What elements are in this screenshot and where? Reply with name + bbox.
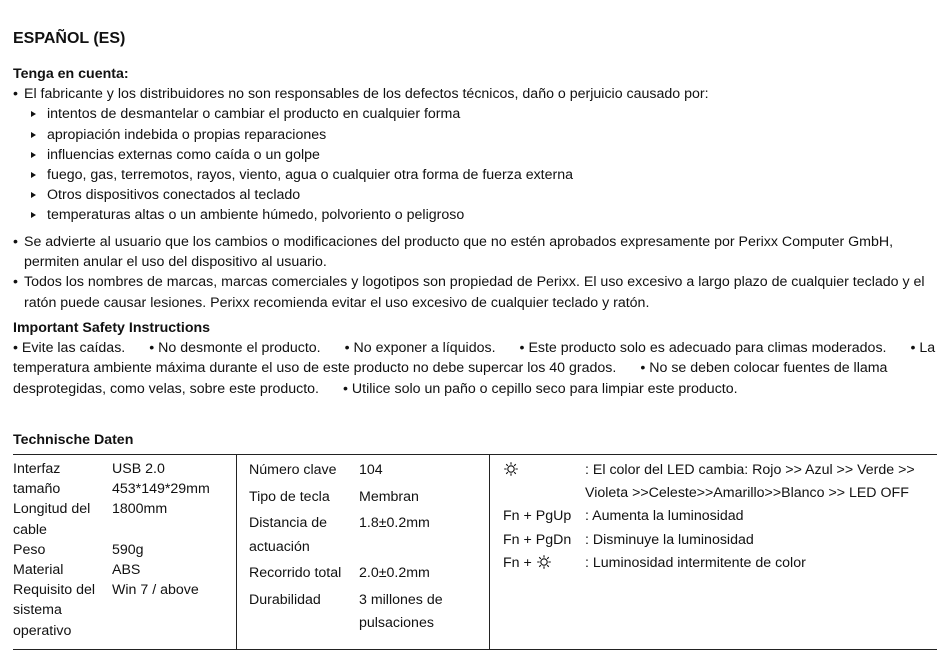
tech-heading: Technische Daten xyxy=(13,432,134,448)
spec-key: Tipo de tecla xyxy=(249,488,330,505)
notice-item: influencias externas como caída o un golpe xyxy=(13,145,937,165)
spec-value: USB 2.0 xyxy=(112,461,165,477)
spec-key: Número clave xyxy=(249,462,337,478)
spec-row xyxy=(249,459,489,483)
spec-key: Durabilidad xyxy=(249,591,321,608)
spec-key: tamaño xyxy=(13,481,61,498)
section-title: ESPAÑOL (ES) xyxy=(13,30,126,47)
spec-value: 2.0±0.2mm xyxy=(359,565,430,581)
spec-value: 3 millones de pulsaciones xyxy=(359,591,443,631)
spec-row xyxy=(13,580,236,641)
spec-key: Requisito del sistema operativo xyxy=(13,582,96,639)
spec-row xyxy=(13,479,236,499)
shortcut-desc: : Disminuye la luminosidad xyxy=(585,531,754,548)
safety-item: • No se deben colocar fuentes de llama desprotegidas, como velas, sobre este producto. xyxy=(13,360,888,397)
shortcut-row xyxy=(503,459,937,505)
shortcut-desc: : Aumenta la luminosidad xyxy=(585,508,744,525)
spec-key: Material xyxy=(13,562,64,579)
spec-key: Distancia de actuación xyxy=(249,515,328,555)
notice-section xyxy=(13,64,937,226)
safety-heading: Important Safety Instructions xyxy=(13,320,211,336)
spec-value: 1800mm xyxy=(112,501,168,518)
spec-row xyxy=(13,560,236,580)
advisory-item: • Todos los nombres de marcas, marcas comerciales y logotipos son propiedad de Perixx. El uso excesivo a largo plazo de cualquier teclado y el ratón puede causar lesiones. Perixx recomienda evitar el uso excesivo de cualquier teclado y ratón. xyxy=(13,272,937,312)
spec-key: Recorrido total xyxy=(249,565,342,581)
spec-column-keys xyxy=(237,455,490,650)
shortcut-row xyxy=(503,505,937,528)
spec-table xyxy=(13,454,937,650)
shortcut-row xyxy=(503,529,937,552)
safety-section xyxy=(13,318,937,399)
spec-key: Peso xyxy=(13,541,46,558)
led-gear-icon xyxy=(536,554,552,570)
spec-row xyxy=(13,459,236,479)
safety-item: • No desmonte el producto. xyxy=(149,340,321,357)
spec-value: 453*149*29mm xyxy=(112,481,210,498)
spec-value: 104 xyxy=(359,462,383,478)
spec-value: Win 7 / above xyxy=(112,582,199,599)
notice-item: fuego, gas, terremotos, rayos, viento, agua o cualquier otra forma de fuerza externa xyxy=(13,165,937,185)
safety-items xyxy=(13,338,937,399)
shortcut-desc: : El color del LED cambia: Rojo >> Azul >> Verde >> Violeta >>Celeste>>Amarillo>>Blanco >> LED OFF xyxy=(585,462,915,502)
notice-item: apropiación indebida o propias reparaciones xyxy=(13,125,937,145)
spec-column-general xyxy=(13,455,237,650)
notice-item: temperaturas altas o un ambiente húmedo, polvoriento o peligroso xyxy=(13,205,937,225)
shortcut-key: Fn + PgDn xyxy=(503,531,572,548)
led-gear-icon xyxy=(503,461,519,477)
spec-row xyxy=(249,589,489,636)
spec-key: Interfaz xyxy=(13,461,61,477)
spec-row xyxy=(249,486,489,510)
spec-value: Membran xyxy=(359,488,419,505)
notice-intro: • El fabricante y los distribuidores no son responsables de los defectos técnicos, daño o perjuicio causado por: xyxy=(13,84,937,104)
spec-row xyxy=(13,540,236,560)
spec-row xyxy=(13,499,236,539)
safety-item: • Utilice solo un paño o cepillo seco para limpiar este producto. xyxy=(343,380,738,397)
notice-item: intentos de desmantelar o cambiar el producto en cualquier forma xyxy=(13,104,937,124)
spec-value: 590g xyxy=(112,541,144,558)
notice-heading: Tenga en cuenta: xyxy=(13,66,129,82)
safety-item: • No exponer a líquidos. xyxy=(344,340,496,357)
shortcut-row xyxy=(503,552,937,575)
spec-row xyxy=(249,562,489,586)
safety-item: • La temperatura ambiente máxima durante el uso de este producto no debe supercar los 40 grados. xyxy=(13,340,936,377)
advisory-item: • Se advierte al usuario que los cambios o modificaciones del producto que no estén aprobados expresamente por Perixx Computer GmbH, permiten anular el uso del dispositivo al usuario. xyxy=(13,232,937,272)
shortcut-desc: : Luminosidad intermitente de color xyxy=(585,554,806,571)
spec-key: Longitud del cable xyxy=(13,501,91,538)
spec-row xyxy=(249,512,489,559)
safety-item: • Evite las caídas. xyxy=(13,340,126,357)
safety-item: • Este producto solo es adecuado para climas moderados. xyxy=(519,340,887,357)
shortcut-key: Fn + PgUp xyxy=(503,508,572,525)
spec-value: ABS xyxy=(112,562,141,579)
spec-column-shortcuts xyxy=(490,455,938,650)
shortcut-key xyxy=(503,459,585,505)
notice-item: Otros dispositivos conectados al teclado xyxy=(13,185,937,205)
spec-value: 1.8±0.2mm xyxy=(359,515,430,531)
advisory-section xyxy=(13,232,937,313)
shortcut-key: Fn + xyxy=(503,552,585,575)
